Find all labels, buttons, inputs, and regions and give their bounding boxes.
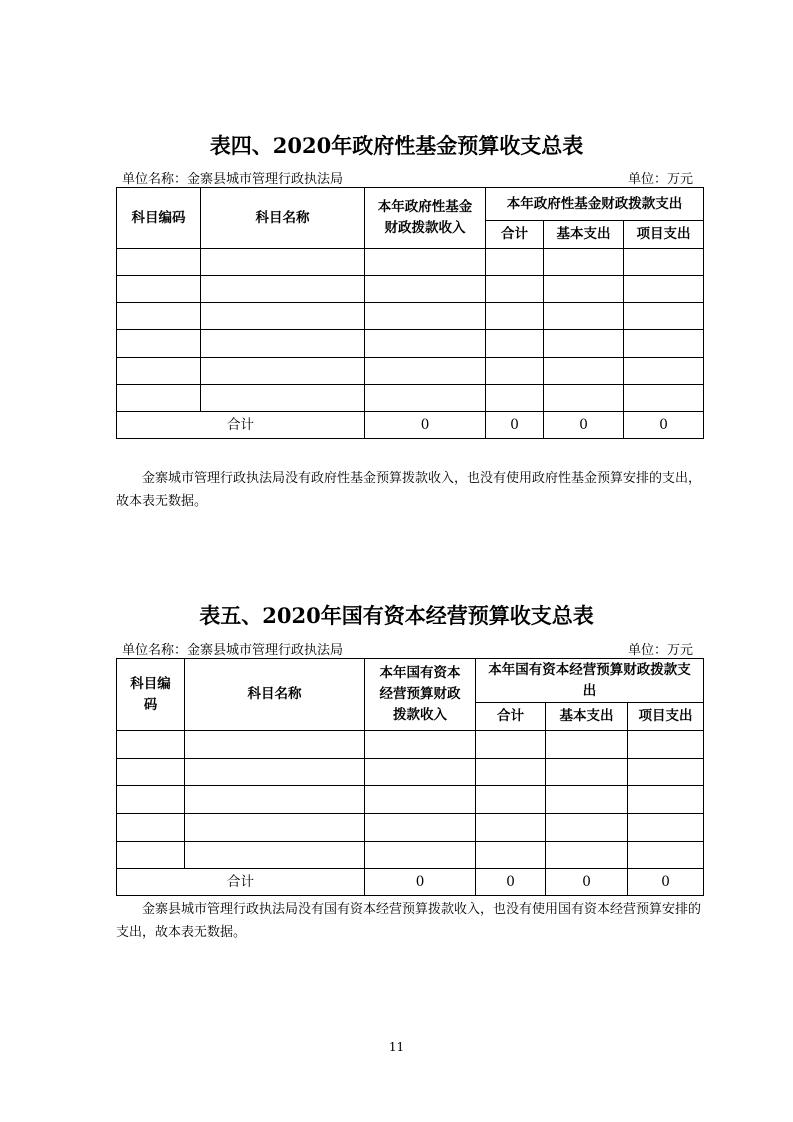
table5-unit: 单位：万元	[628, 643, 694, 658]
col-name-header: 科目名称	[201, 188, 365, 249]
table-row	[117, 358, 704, 385]
table-row	[117, 330, 704, 358]
table5	[116, 658, 704, 896]
col-income-header: 本年国有资本经营预算财政拨款收入	[365, 659, 476, 731]
table5-unit-name: 单位名称：金寨县城市管理行政执法局	[122, 643, 344, 658]
total-basic: 0	[544, 412, 624, 439]
page-number: 11	[388, 1040, 405, 1054]
total-project: 0	[628, 869, 704, 896]
total-total: 0	[476, 869, 546, 896]
total-project: 0	[624, 412, 704, 439]
table-row	[117, 276, 704, 303]
table4-title: 表四、2020年政府性基金预算收支总表	[209, 133, 584, 158]
col-expense-group-header: 本年国有资本经营预算财政拨款支出	[476, 659, 704, 703]
col-project-header: 项目支出	[624, 221, 704, 249]
col-income-header: 本年政府性基金财政拨款收入	[365, 188, 486, 249]
table-row	[117, 385, 704, 412]
table-row	[117, 842, 704, 869]
total-row	[117, 869, 704, 896]
table-row	[117, 249, 704, 276]
col-expense-group-header: 本年政府性基金财政拨款支出	[486, 188, 704, 221]
table4	[116, 187, 704, 439]
table-row	[117, 786, 704, 814]
col-basic-header: 基本支出	[544, 221, 624, 249]
col-code-header: 科目编码	[117, 659, 185, 731]
col-name-header: 科目名称	[185, 659, 365, 731]
col-total-header: 合计	[486, 221, 544, 249]
col-code-header: 科目编码	[117, 188, 201, 249]
table4-unit: 单位：万元	[628, 172, 694, 187]
total-basic: 0	[546, 869, 628, 896]
table-row	[117, 731, 704, 759]
table-row	[117, 814, 704, 842]
table4-unit-name: 单位名称：金寨县城市管理行政执法局	[122, 172, 344, 187]
col-total-header: 合计	[476, 703, 546, 731]
col-basic-header: 基本支出	[546, 703, 628, 731]
col-project-header: 项目支出	[628, 703, 704, 731]
total-label: 合计	[117, 412, 365, 439]
table5-title: 表五、2020年国有资本经营预算收支总表	[199, 603, 594, 628]
total-label: 合计	[117, 869, 365, 896]
table-row	[117, 759, 704, 786]
table5-note: 金寨县城市管理行政执法局没有国有资本经营预算拨款收入，也没有使用国有资本经营预算安排的支出，故本表无数据。	[116, 902, 702, 940]
total-total: 0	[486, 412, 544, 439]
total-income: 0	[365, 869, 476, 896]
total-income: 0	[365, 412, 486, 439]
table-row	[117, 303, 704, 330]
total-row	[117, 412, 704, 439]
table4-note: 金寨城市管理行政执法局没有政府性基金预算拨款收入，也没有使用政府性基金预算安排的支出，故本表无数据。	[116, 471, 702, 509]
